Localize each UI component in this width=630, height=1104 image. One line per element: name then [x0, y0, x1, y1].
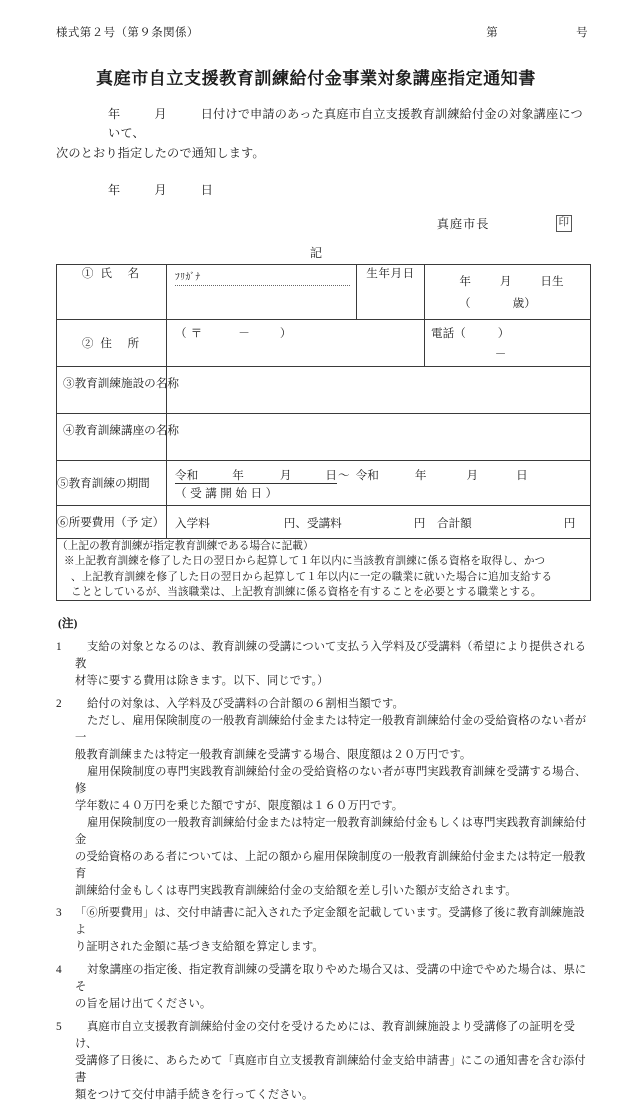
birth-month-blank: 月 [499, 275, 512, 289]
note-line: 受講修了日後に、あらためて「真庭市自立支援教育訓練給付金支給申請書」にこの通知書を含む添付書 [75, 1054, 586, 1084]
intro-line-1 [56, 105, 590, 143]
field-facility-value[interactable] [167, 366, 591, 413]
note-line: 雇用保険制度の一般教育訓練給付金または特定一般教育訓練給付金もしくは専門実践教育訓練給付金 [75, 816, 587, 846]
note-line: ただし、雇用保険制度の一般教育訓練給付金または特定一般教育訓練給付金の受給資格のない者が一 [75, 715, 587, 745]
note-item [56, 639, 590, 690]
cost-inner [167, 506, 590, 537]
note-item [56, 905, 590, 956]
period-era-end: 令和 [355, 468, 379, 482]
note-line: 材等に要する費用は除きます。以下、同じです。） [75, 675, 329, 688]
note-line: 支給の対象となるのは、教育訓練の受講について支払う入学料及び受講料（希望により提供される教 [75, 641, 587, 671]
intro-line-2: 次のとおり指定したので通知します。 [56, 145, 265, 160]
label-name: ① 氏 名 [57, 265, 167, 320]
footnote-cell [57, 538, 591, 600]
note-body [75, 1019, 590, 1104]
document-number-suffix: 号 [576, 27, 588, 39]
birthdate-line-2 [431, 293, 584, 315]
address-inner [167, 320, 424, 344]
postal-mark-icon: 〒 [190, 327, 203, 341]
label-cost: ⑥所要費用（予 定） [57, 505, 167, 538]
field-cost-value[interactable] [167, 505, 591, 538]
note-number: 5 [56, 1021, 62, 1034]
period-end-year: 年 [414, 468, 427, 482]
note-line: り証明された金額に基づき支給額を算定します。 [75, 941, 324, 954]
period-start-month: 月 [279, 468, 292, 482]
period-inner [167, 461, 590, 505]
period-start-year: 年 [232, 468, 244, 482]
footnote-line-3: 、上記教育訓練を修了した日の翌日から起算して１年以内に一定の職業に就いた場合に追加支給する [71, 571, 553, 583]
mayor-label: 真庭市長 [436, 216, 490, 231]
furigana-label: ﾌﾘｶﾞﾅ [175, 269, 350, 286]
period-end-month: 月 [466, 468, 479, 482]
note-number: 2 [56, 698, 62, 711]
intro-line-1-text: 日付けで申請のあった真庭市自立支援教育訓練給付金の対象講座について、 [108, 107, 583, 140]
ki-mark: 記 [309, 246, 323, 261]
telephone-label: 電話（ [431, 327, 466, 341]
note-line: 学年数に４０万円を乗じた額ですが、限度額は１６０万円です。 [75, 799, 404, 812]
age-paren-open: （ [459, 297, 471, 311]
note-line: 「⑥所要費用」は、交付申請書に記入された予定金額を記載しています。受講修了後に教育訓練施設よ [75, 907, 585, 937]
issue-year-blank: 年 [108, 182, 121, 197]
period-start-day: 日 [325, 468, 338, 482]
signature-row [56, 215, 590, 233]
table-row-footnote [57, 538, 591, 600]
telephone-dash: － [494, 348, 507, 362]
note-number: 1 [56, 641, 62, 654]
period-end-day: 日 [516, 468, 528, 482]
footnote-line-2: ※上記教育訓練を修了した日の翌日から起算して１年以内に当該教育訓練に係る資格を取得し、かつ [64, 556, 546, 568]
issue-day-blank: 日 [200, 182, 214, 197]
footnote-line-1: （上記の教育訓練が指定教育訓練である場合に記載） [57, 540, 314, 552]
zip-line [175, 324, 418, 344]
period-era-start: 令和 [175, 468, 199, 482]
zip-paren-open: （ [175, 327, 187, 341]
table-row-facility [57, 366, 591, 413]
birthdate-inner [425, 265, 590, 319]
issue-month-blank: 月 [154, 182, 167, 197]
cost-yen-3: 円 [563, 516, 576, 530]
issue-date-row [56, 181, 590, 198]
form-number: 様式第２号（第９条関係） [56, 27, 199, 39]
label-facility: ③教育訓練施設の名称 [57, 366, 167, 413]
document-number-prefix: 第 [486, 27, 499, 39]
note-line: 類をつけて交付申請手続きを行ってください。 [75, 1088, 314, 1101]
note-item [56, 696, 590, 899]
label-period: ⑤教育訓練の期間 [57, 460, 167, 505]
seal-box: 印 [556, 215, 573, 233]
birthdate-line-1 [431, 271, 584, 293]
field-period-value[interactable] [167, 460, 591, 505]
table-row-name [57, 265, 591, 320]
birth-day-blank: 日生 [540, 275, 564, 289]
telephone-line-1 [431, 324, 584, 345]
period-tilde: ～ [338, 468, 350, 482]
note-number: 4 [56, 964, 62, 977]
cost-entrance-label: 入学料 [175, 516, 210, 530]
note-line: 給付の対象は、入学料及び受講料の合計額の６割相当額です。 [87, 698, 404, 711]
note-line: 雇用保険制度の専門実践教育訓練給付金の受給資格のない者が専門実践教育訓練を受講する場合、修 [75, 765, 587, 795]
note-number: 3 [56, 907, 62, 920]
zip-paren-close: ） [279, 327, 292, 341]
cost-yen-1: 円、受講料 [283, 516, 342, 530]
note-body [75, 696, 590, 899]
notes-list [56, 639, 590, 1103]
period-line-1 [175, 467, 584, 483]
applicant-form-table [56, 264, 591, 601]
note-item [56, 962, 590, 1013]
field-address-value[interactable] [167, 320, 425, 367]
period-start-segment [175, 469, 337, 484]
age-unit: 歳） [512, 297, 536, 311]
note-item [56, 1019, 590, 1104]
furigana-wrap [167, 265, 356, 323]
intro-paragraph [56, 105, 590, 163]
document-header [56, 24, 590, 42]
page-title: 真庭市自立支援教育訓練給付金事業対象講座指定通知書 [96, 69, 536, 88]
note-body [75, 962, 590, 1013]
note-line: 般教育訓練または特定一般教育訓練を受講する場合、限度額は２０万円です。 [75, 749, 472, 762]
footnote-block [57, 539, 590, 600]
table-row-period [57, 460, 591, 505]
birth-year-blank: 年 [459, 275, 472, 289]
intro-month-blank: 月 [154, 107, 167, 121]
intro-year-blank: 年 [108, 107, 121, 121]
note-line: の受給資格のある者については、上記の額から雇用保険制度の一般教育訓練給付金または特定一般教育 [75, 850, 586, 880]
table-row-course [57, 413, 591, 460]
footnote-line-4: こととしているが、当該職業は、上記教育訓練に係る資格を有することを必要とする職業とする。 [71, 587, 542, 599]
note-line: 訓練給付金もしくは専門実践教育訓練給付金の支給額を差し引いた額が支給されます。 [75, 884, 517, 897]
label-course: ④教育訓練講座の名称 [57, 413, 167, 460]
telephone-inner [425, 320, 590, 366]
table-row-address [57, 320, 591, 367]
zip-dash: － [238, 327, 250, 341]
label-address: ② 住 所 [57, 320, 167, 367]
field-name-value[interactable] [167, 265, 357, 320]
note-body [75, 905, 590, 956]
table-row-cost [57, 505, 591, 538]
telephone-paren-close: ） [497, 327, 510, 341]
note-line: の旨を届け出てください。 [75, 998, 212, 1011]
field-birthdate-value[interactable] [425, 265, 591, 320]
cost-yen-2: 円 合計額 [413, 516, 472, 530]
field-course-value[interactable] [167, 413, 591, 460]
note-line: 対象講座の指定後、指定教育訓練の受講を取りやめた場合又は、受講の中途でやめた場合は、県にそ [75, 964, 587, 994]
period-sub-note: （受講開始日） [175, 486, 281, 500]
label-birthdate: 生年月日 [357, 265, 425, 320]
note-body [75, 639, 590, 690]
note-line: 真庭市自立支援教育訓練給付金の交付を受けるためには、教育訓練施設より受講修了の証明を受け、 [75, 1021, 575, 1051]
notes-heading: (注) [58, 617, 78, 631]
field-telephone-value[interactable] [425, 320, 591, 367]
